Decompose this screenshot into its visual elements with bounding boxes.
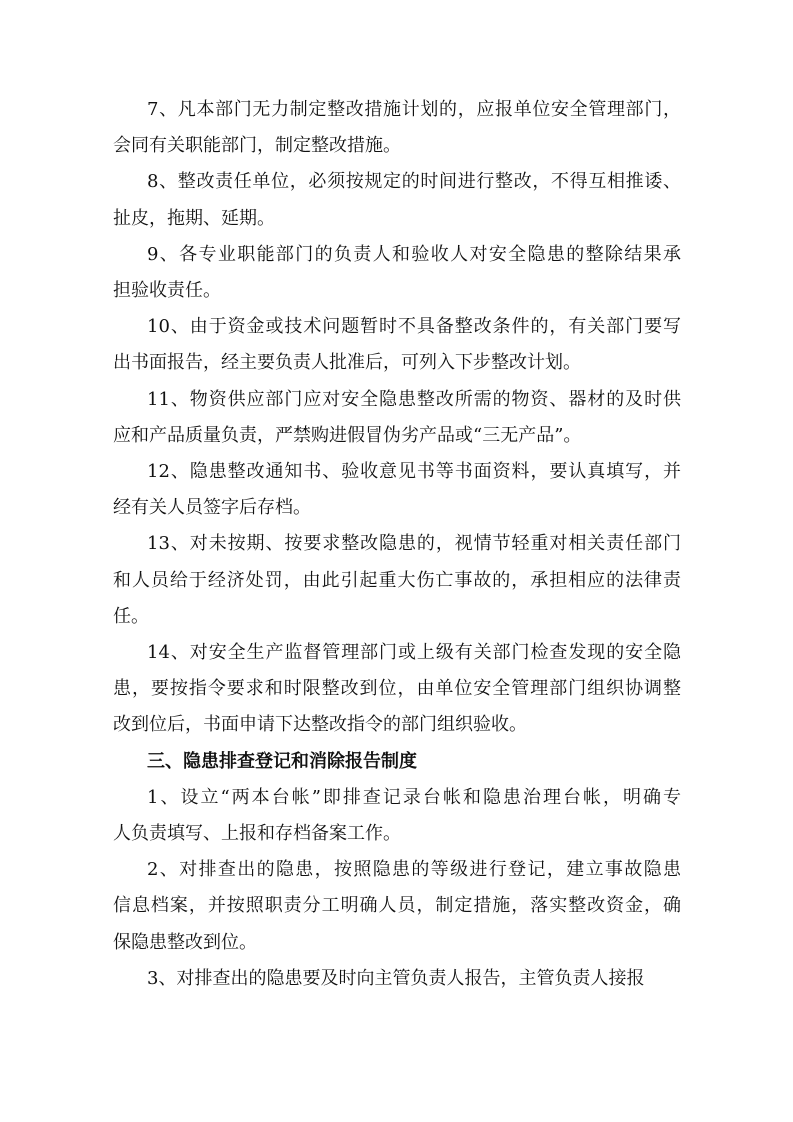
paragraph-line: 和人员给于经济处罚，由此引起重大伤亡事故的，承担相应的法律责 <box>113 569 681 591</box>
paragraph-line: 10、由于资金或技术问题暂时不具备整改条件的，有关部门要写 <box>147 316 681 338</box>
paragraph-line: 8、整改责任单位，必须按规定的时间进行整改，不得互相推诿、 <box>147 171 681 193</box>
paragraph-line: 14、对安全生产监督管理部门或上级有关部门检查发现的安全隐 <box>147 642 681 663</box>
paragraph-line: 1、设立“两本台帐”即排查记录台帐和隐患治理台帐，明确专 <box>147 786 681 808</box>
paragraph-line: 经有关人员签字后存档。 <box>113 497 311 519</box>
paragraph-line: 患，要按指令要求和时限整改到位，由单位安全管理部门组织协调整 <box>113 678 681 700</box>
paragraph-line: 应和产品质量负责，严禁购进假冒伪劣产品或“三无产品”。 <box>113 424 582 446</box>
section-heading-line: 三、隐患排查登记和消除报告制度 <box>147 750 417 772</box>
paragraph-line: 改到位后，书面申请下达整改指令的部门组织验收。 <box>113 714 527 736</box>
paragraph-line: 12、隐患整改通知书、验收意见书等书面资料，要认真填写，并 <box>147 461 681 482</box>
paragraph-line: 扯皮，拖期、延期。 <box>113 207 275 229</box>
paragraph-line: 3、对排查出的隐患要及时向主管负责人报告，主管负责人接报 <box>147 967 645 989</box>
paragraph-line: 9、各专业职能部门的负责人和验收人对安全隐患的整除结果承 <box>147 243 681 265</box>
paragraph-line: 13、对未按期、按要求整改隐患的，视情节轻重对相关责任部门 <box>147 533 681 555</box>
paragraph-line: 担验收责任。 <box>113 280 221 301</box>
paragraph-line: 7、凡本部门无力制定整改措施计划的，应报单位安全管理部门， <box>147 99 681 120</box>
paragraph-line: 任。 <box>113 605 149 627</box>
paragraph-line: 保隐患整改到位。 <box>113 931 257 953</box>
paragraph-line: 2、对排查出的隐患，按照隐患的等级进行登记，建立事故隐患 <box>147 859 681 881</box>
paragraph-line: 出书面报告，经主要负责人批准后，可列入下步整改计划。 <box>113 352 581 374</box>
paragraph-line: 会同有关职能部门，制定整改措施。 <box>113 135 401 157</box>
paragraph-line: 信息档案，并按照职责分工明确人员，制定措施，落实整改资金，确 <box>113 895 681 917</box>
paragraph-line: 11、物资供应部门应对安全隐患整改所需的物资、器材的及时供 <box>147 388 681 410</box>
paragraph-line: 人负责填写、上报和存档备案工作。 <box>113 823 401 844</box>
